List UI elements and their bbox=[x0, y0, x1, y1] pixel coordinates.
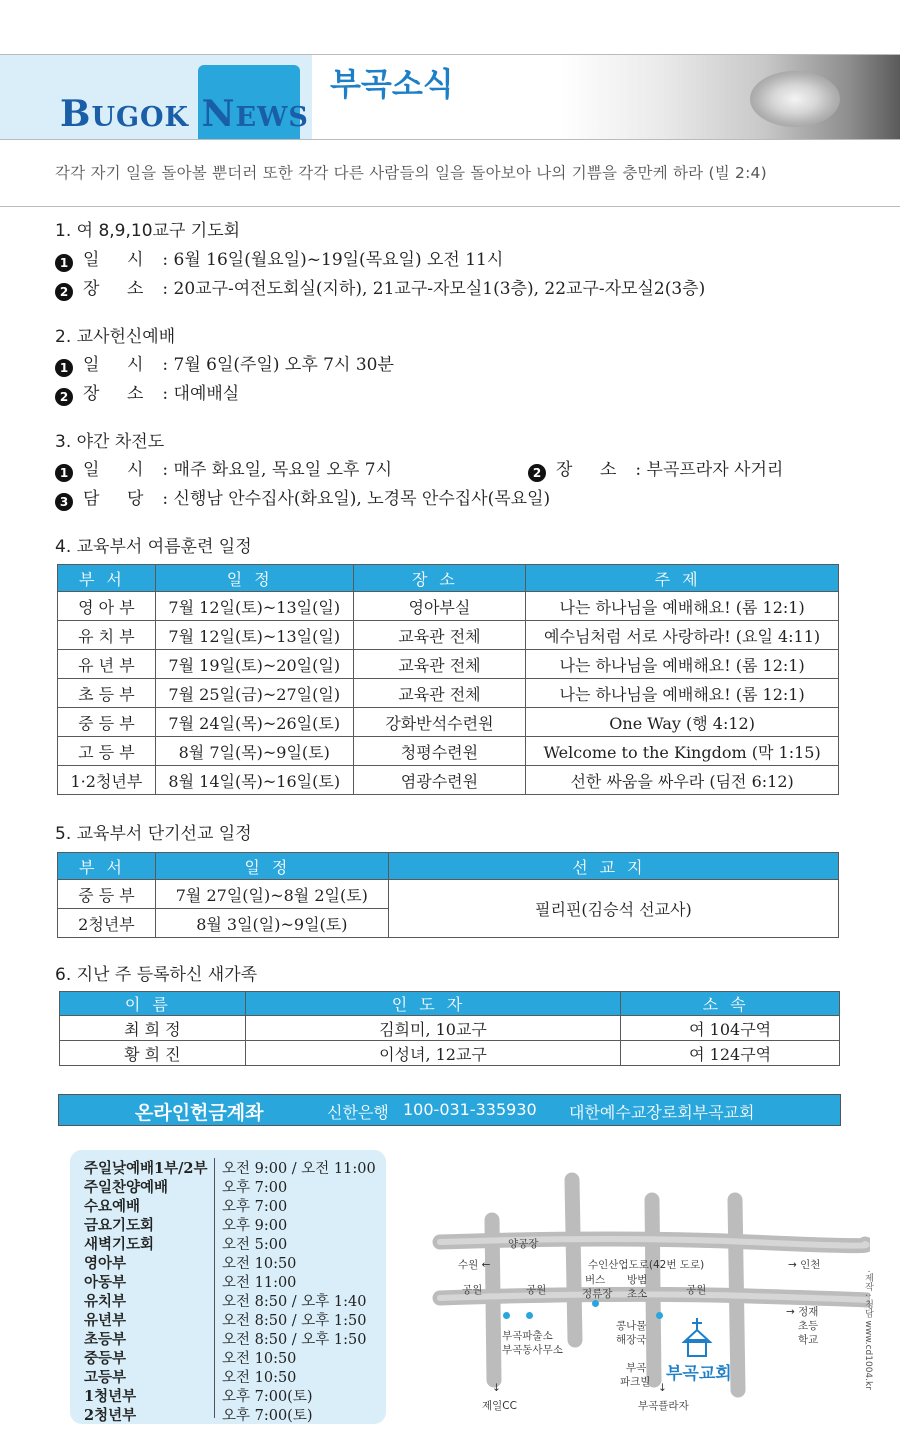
map-marker-dot bbox=[592, 1300, 599, 1307]
worship-schedule-panel bbox=[70, 1150, 386, 1424]
table-row: 1·2청년부 8월 14일(목)~16일(토) 염광수련원 선한 싸움을 싸우라 (딤전 6:12) bbox=[58, 766, 839, 795]
schedule-service-time: 오후 9:00 bbox=[222, 1218, 288, 1234]
table-row: 유 치 부 7월 12일(토)~13일(일) 교육관 전체 예수님처럼 서로 사랑하라! (요일 4:11) bbox=[58, 621, 839, 650]
schedule-service-name: 금요기도회 bbox=[84, 1217, 155, 1234]
section-6-title: 6. 지난 주 등록하신 새가족 bbox=[55, 965, 258, 985]
schedule-service-time: 오전 8:50 / 오후 1:40 bbox=[222, 1294, 367, 1310]
table-row: 중 등 부 7월 24일(목)~26일(토) 강화반석수련원 One Way (행 4:12) bbox=[58, 708, 839, 737]
account-number: 100-031-335930 bbox=[403, 1100, 537, 1119]
table-row: 중 등 부 7월 27일(일)~8월 2일(토) 필리핀(김승석 선교사) bbox=[58, 880, 839, 909]
account-holder: 대한예수교장로회부곡교회 bbox=[569, 1103, 755, 1122]
schedule-service-time: 오전 10:50 bbox=[222, 1256, 297, 1272]
newsletter-header bbox=[0, 55, 900, 139]
online-offering-account-bar bbox=[58, 1094, 841, 1126]
table-row: 2청년부 8월 3일(일)~9일(토) bbox=[58, 909, 839, 938]
header-photo bbox=[560, 55, 900, 139]
table-row: 황 희 진 이성녀, 12교구 여 124구역 bbox=[60, 1041, 840, 1066]
account-label: 온라인헌금계좌 bbox=[135, 1102, 264, 1124]
schedule-service-time: 오전 5:00 bbox=[222, 1237, 288, 1253]
tree-stump-image bbox=[750, 71, 840, 127]
schedule-service-name: 중등부 bbox=[84, 1350, 127, 1367]
summer-training-table bbox=[57, 564, 839, 795]
header-divider bbox=[0, 139, 900, 140]
column-header: 부서 bbox=[58, 853, 156, 880]
section-2-title: 2. 교사헌신예배 bbox=[55, 327, 176, 347]
table-row: 최 희 정 김희미, 10교구 여 104구역 bbox=[60, 1016, 840, 1041]
schedule-service-name: 아동부 bbox=[84, 1274, 127, 1291]
church-location-map: 양공장 수원 ← 수인산업도로(42번 도로) → 인천 공원 공원 버스 정류장 방범 초소 공원 → 정재 초등 학교 부곡파출소 부곡동사무소 콩나물 해장국 부곡 파크빌 부곡교회 ↓ 제일CC ↓ 부곡플라자 bbox=[420, 1170, 870, 1440]
schedule-service-name: 주일낮예배1부/2부 bbox=[84, 1160, 208, 1177]
number-bullet: 1 bbox=[55, 464, 73, 482]
table-row: 영 아 부 7월 12일(토)~13일(일) 영아부실 나는 하나님을 예배해요! (롬 12:1) bbox=[58, 592, 839, 621]
section-1-item-date: 1 일 시 : 6월 16일(월요일)~19일(목요일) 오전 11시 bbox=[55, 245, 503, 272]
schedule-service-time: 오후 7:00 bbox=[222, 1180, 288, 1196]
section-3-title: 3. 야간 차전도 bbox=[55, 432, 165, 452]
mission-destination: 필리핀(김승석 선교사) bbox=[388, 880, 838, 938]
schedule-service-time: 오후 7:00(토) bbox=[222, 1408, 313, 1424]
table-row: 초 등 부 7월 25일(금)~27일(일) 교육관 전체 나는 하나님을 예배해요! (롬 12:1) bbox=[58, 679, 839, 708]
section-4-title: 4. 교육부서 여름훈련 일정 bbox=[55, 537, 252, 557]
column-header: 일정 bbox=[155, 565, 353, 592]
map-marker-dot bbox=[526, 1312, 533, 1319]
schedule-service-name: 1청년부 bbox=[84, 1388, 137, 1405]
verse-divider bbox=[0, 206, 900, 207]
section-3-item-place: 2 장 소 : 부곡프라자 사거리 bbox=[528, 455, 783, 482]
column-header: 소속 bbox=[621, 992, 840, 1016]
number-bullet: 2 bbox=[55, 283, 73, 301]
number-bullet: 1 bbox=[55, 359, 73, 377]
number-bullet: 1 bbox=[55, 254, 73, 272]
column-header: 장소 bbox=[353, 565, 526, 592]
column-header: 부서 bbox=[58, 565, 156, 592]
column-header: 이름 bbox=[60, 992, 246, 1016]
number-bullet: 2 bbox=[528, 464, 546, 482]
column-header: 주제 bbox=[526, 565, 839, 592]
table-row: 고 등 부 8월 7일(목)~9일(토) 청평수련원 Welcome to the Kingdom (막 1:15) bbox=[58, 737, 839, 766]
church-icon bbox=[684, 1318, 710, 1356]
section-2-item-place: 2 장 소 : 대예배실 bbox=[55, 379, 239, 406]
new-members-table bbox=[59, 991, 840, 1066]
column-header: 일정 bbox=[155, 853, 388, 880]
section-3-item-leader: 3 담 당 : 신행남 안수집사(화요일), 노경목 안수집사(목요일) bbox=[55, 484, 550, 511]
schedule-service-name: 유치부 bbox=[84, 1293, 127, 1310]
schedule-service-name: 유년부 bbox=[84, 1312, 127, 1329]
column-header: 인도자 bbox=[245, 992, 620, 1016]
column-header: 선교지 bbox=[388, 853, 838, 880]
bible-verse: 각각 자기 일을 돌아볼 뿐더러 또한 각각 다른 사람들의 일을 돌아보아 나의 기쁨을 충만케 하라 (빌 2:4) bbox=[55, 164, 767, 182]
map-marker-dot bbox=[656, 1312, 663, 1319]
schedule-service-name: 주일찬양예배 bbox=[84, 1179, 169, 1196]
bugok-news-logo: BUGOK NEWS bbox=[60, 93, 309, 135]
schedule-divider bbox=[214, 1158, 215, 1418]
schedule-service-name: 새벽기도회 bbox=[84, 1236, 155, 1253]
table-header-row bbox=[58, 565, 839, 592]
schedule-service-time: 오후 7:00 bbox=[222, 1199, 288, 1215]
schedule-service-name: 영아부 bbox=[84, 1255, 127, 1272]
table-header-row bbox=[58, 853, 839, 880]
map-marker-dot bbox=[503, 1312, 510, 1319]
section-2-item-date: 1 일 시 : 7월 6일(주일) 오후 7시 30분 bbox=[55, 350, 394, 377]
bank-name: 신한은행 bbox=[327, 1103, 389, 1122]
schedule-service-name: 고등부 bbox=[84, 1369, 127, 1386]
schedule-service-time: 오전 9:00 / 오전 11:00 bbox=[222, 1161, 376, 1177]
number-bullet: 3 bbox=[55, 493, 73, 511]
schedule-service-name: 2청년부 bbox=[84, 1407, 137, 1424]
section-5-title: 5. 교육부서 단기선교 일정 bbox=[55, 824, 252, 844]
schedule-service-time: 오전 10:50 bbox=[222, 1351, 297, 1367]
schedule-service-name: 초등부 bbox=[84, 1331, 127, 1348]
schedule-service-time: 오전 8:50 / 오후 1:50 bbox=[222, 1332, 367, 1348]
table-row: 유 년 부 7월 19일(토)~20일(일) 교육관 전체 나는 하나님을 예배해요! (롬 12:1) bbox=[58, 650, 839, 679]
schedule-service-time: 오전 8:50 / 오후 1:50 bbox=[222, 1313, 367, 1329]
schedule-service-time: 오전 10:50 bbox=[222, 1370, 297, 1386]
schedule-service-time: 오후 7:00(토) bbox=[222, 1389, 313, 1405]
page-title: 부곡소식 bbox=[330, 65, 454, 103]
number-bullet: 2 bbox=[55, 388, 73, 406]
section-1-title: 1. 여 8,9,10교구 기도회 bbox=[55, 221, 241, 241]
section-3-item-date: 1 일 시 : 매주 화요일, 목요일 오후 7시 bbox=[55, 455, 392, 482]
schedule-service-time: 오전 11:00 bbox=[222, 1275, 297, 1291]
table-header-row bbox=[60, 992, 840, 1016]
mission-trip-table bbox=[57, 852, 839, 938]
section-1-item-place: 2 장 소 : 20교구-여전도회실(지하), 21교구-자모실1(3층), 22교구-자모실2(3층) bbox=[55, 274, 705, 301]
production-credit: ·제작 : 청담 www.cd1004.kr bbox=[863, 1270, 873, 1390]
schedule-service-name: 수요예배 bbox=[84, 1198, 141, 1215]
church-map-label: 부곡교회 bbox=[666, 1364, 732, 1384]
